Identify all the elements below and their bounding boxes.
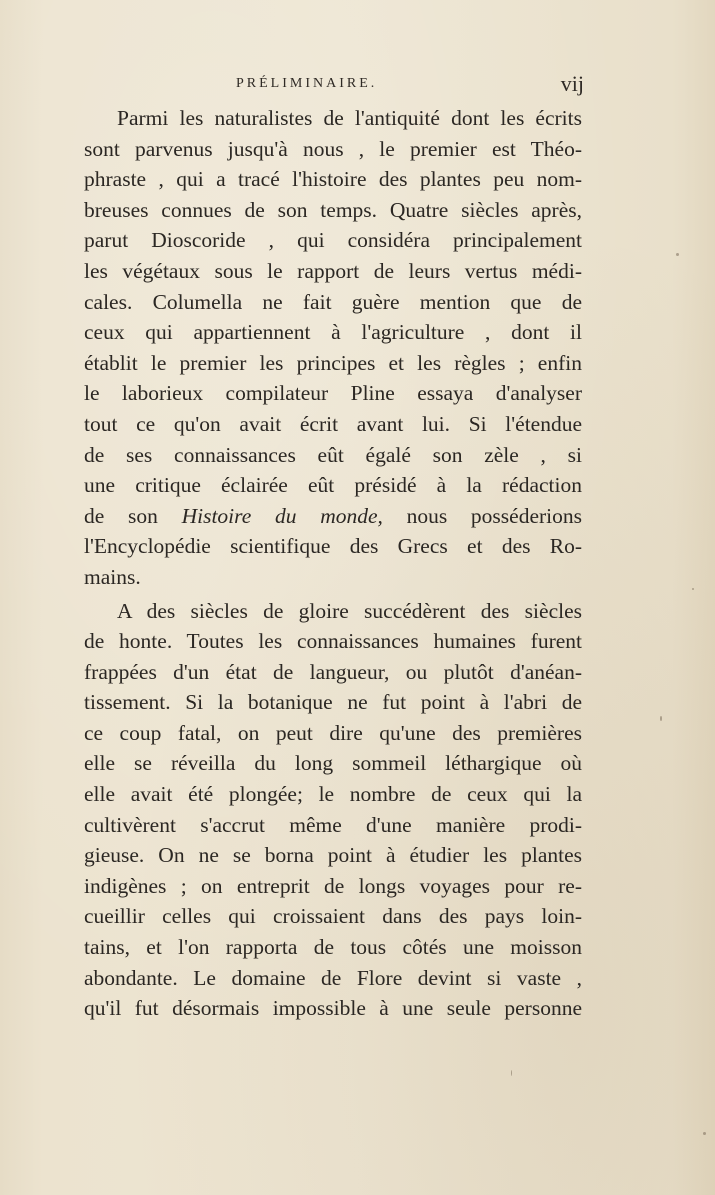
- page-header: [84, 73, 582, 103]
- text-line: ceux qui appartiennent à l'agriculture , dont il: [84, 320, 582, 345]
- text-line: l'Encyclopédie scientifique des Grecs et des Ro-: [84, 534, 582, 559]
- body-text: [84, 103, 582, 1024]
- running-title: PRÉLIMINAIRE.: [236, 76, 378, 91]
- text-line: tissement. Si la botanique ne fut point à l'abri de: [84, 690, 582, 715]
- text-line: qu'il fut désormais impossible à une seule personne: [84, 996, 582, 1021]
- text-line: indigènes ; on entreprit de longs voyages pour re-: [84, 873, 582, 898]
- text-line: de honte. Toutes les connaissances humaines furent: [84, 629, 582, 654]
- text-line: mains.: [84, 564, 141, 589]
- text-line: Parmi les naturalistes de l'antiquité dont les écrits: [117, 106, 582, 130]
- text-line-with-italic: [84, 501, 582, 532]
- text-line: abondante. Le domaine de Flore devint si vaste ,: [84, 965, 582, 990]
- text-line: ce coup fatal, on peut dire qu'une des premières: [84, 720, 582, 745]
- paper-speck: [511, 1070, 512, 1076]
- text-line: sont parvenus jusqu'à nous , le premier est Théo-: [84, 136, 582, 161]
- paper-speck: [660, 716, 662, 721]
- text-line: A des siècles de gloire succédèrent des siècles: [117, 598, 582, 623]
- text-line: elle se réveilla du long sommeil léthargique où: [84, 751, 582, 776]
- text-line: de ses connaissances eût égalé son zèle , si: [84, 442, 582, 467]
- text-line: une critique éclairée eût présidé à la rédaction: [84, 473, 582, 498]
- paper-speck: [703, 1132, 706, 1135]
- text-line: cales. Columella ne fait guère mention que de: [84, 289, 582, 314]
- text-line: elle avait été plongée; le nombre de ceux qui la: [84, 782, 582, 807]
- text-line: les végétaux sous le rapport de leurs vertus médi-: [84, 258, 582, 283]
- paper-speck: [692, 588, 694, 590]
- book-title-italic: Histoire du monde,: [181, 503, 383, 528]
- text-line: tout ce qu'on avait écrit avant lui. Si l'étendue: [84, 411, 582, 436]
- text-line: tains, et l'on rapporta de tous côtés une moisson: [84, 935, 582, 960]
- text-line: phraste , qui a tracé l'histoire des plantes peu nom-: [84, 167, 582, 192]
- text-line: cultivèrent s'accrut même d'une manière prodi-: [84, 812, 582, 837]
- text-line: frappées d'un état de langueur, ou plutôt d'anéan-: [84, 659, 582, 684]
- text-segment: de son: [84, 503, 182, 528]
- text-line: gieuse. On ne se borna point à étudier les plantes: [84, 843, 582, 868]
- text-line: cueillir celles qui croissaient dans des pays loin-: [84, 904, 582, 929]
- text-line: le laborieux compilateur Pline essaya d'analyser: [84, 381, 582, 406]
- paper-speck: [676, 253, 679, 256]
- text-line: breuses connues de son temps. Quatre siècles après,: [84, 197, 582, 222]
- text-segment: nous posséderions: [382, 503, 582, 528]
- text-line: parut Dioscoride , qui considéra principalement: [84, 228, 582, 253]
- text-line: établit le premier les principes et les règles ; enfin: [84, 350, 582, 375]
- page-number: vij: [560, 71, 584, 96]
